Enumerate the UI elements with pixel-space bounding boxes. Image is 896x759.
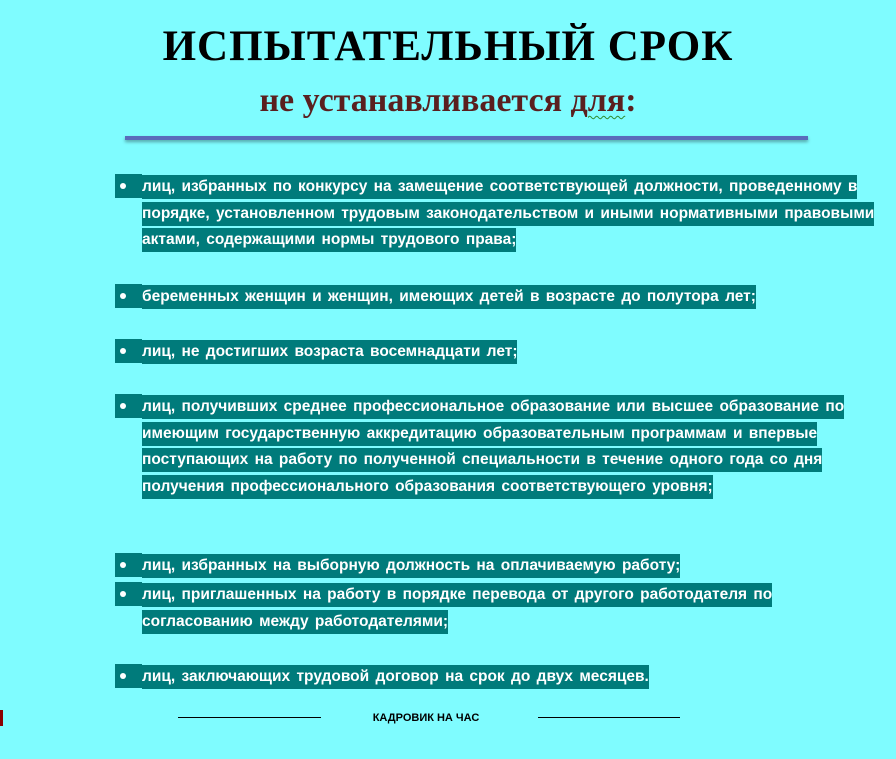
- footer-brand: КАДРОВИК НА ЧАС: [372, 712, 480, 724]
- bullet-icon: [115, 664, 142, 688]
- list-item-text: лиц, приглашенных на работу в порядке перевода от другого работодателя по согласованию между работодателями;: [142, 583, 772, 634]
- bullet-icon: [115, 174, 142, 198]
- list-item-text: лиц, получивших среднее профессиональное образование или высшее образование по имеющим государственную аккредитацию образовательным программам и впервые поступающих на работу по полученной специальности в течение одного года со дня получения профессионального образования соответствующего уровня;: [142, 395, 844, 499]
- bullet-icon: [115, 553, 142, 577]
- list-item-text: лиц, не достигших возраста восемнадцати лет;: [142, 340, 517, 364]
- subtitle-underlined-word: для: [570, 82, 626, 119]
- page-title: ИСПЫТАТЕЛЬНЫЙ СРОК: [162, 23, 734, 70]
- list-item-text: лиц, избранных по конкурсу на замещение соответствующей должности, проведенному в порядке, установленном трудовым законодательством и иными нормативными правовыми актами, содержащими нормы трудового права;: [142, 175, 874, 252]
- title-divider: [125, 136, 808, 140]
- bullet-icon: [115, 339, 142, 363]
- list-item-text: беременных женщин и женщин, имеющих детей в возрасте до полутора лет;: [142, 285, 756, 309]
- bullet-icon: [115, 394, 142, 418]
- list-item-text: лиц, избранных на выборную должность на оплачиваемую работу;: [142, 554, 680, 578]
- subtitle-main: не устанавливается: [259, 82, 571, 119]
- list-item-text: лиц, заключающих трудовой договор на срок до двух месяцев.: [142, 665, 649, 689]
- subtitle-colon: :: [625, 82, 637, 119]
- bullet-icon: [115, 284, 142, 308]
- bullet-icon: [115, 582, 142, 606]
- page-subtitle: [0, 82, 896, 120]
